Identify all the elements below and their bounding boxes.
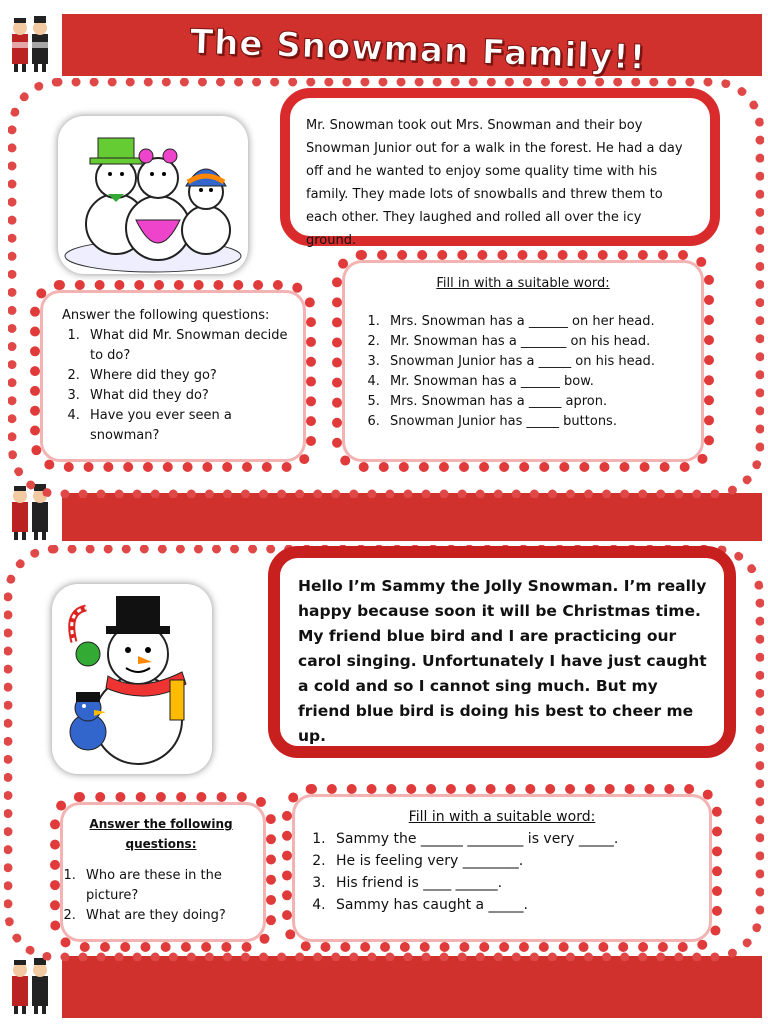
fill-list [308, 828, 696, 916]
sammy-snowman-image [52, 584, 212, 774]
fill-item: 1. Sammy the ______ ________ is very _____. [330, 828, 696, 850]
questions-list [62, 326, 294, 446]
questions-box [50, 792, 276, 952]
fill-item: 1. Mrs. Snowman has a ______ on her head. [384, 312, 684, 332]
question-item: 1. Who are these in the picture? [80, 866, 256, 906]
story-text: Hello I’m Sammy the Jolly Snowman. I’m really happy because soon it will be Christmas time. My friend blue bird and I are practicing our carol singing. Unfortunately I have just caught a cold and so I cannot sing much. But my friend blue bird is doing his best to cheer me up. [298, 577, 707, 745]
carolers-icon [2, 954, 60, 1018]
fill-item: 2. He is feeling very ________. [330, 850, 696, 872]
carolers-icon [2, 12, 60, 76]
story-box [268, 546, 736, 758]
questions-heading: Answer the following questions: [62, 308, 270, 323]
fill-item: 6. Snowman Junior has _____ buttons. [384, 412, 684, 432]
snowman-family-image [58, 116, 248, 274]
fill-box [332, 250, 714, 472]
story-box [280, 88, 720, 246]
fill-heading: Fill in with a suitable word: [408, 809, 596, 825]
question-item: 4. Have you ever seen a snowman? [84, 406, 294, 446]
fill-item: 2. Mr. Snowman has a _______ on his head. [384, 332, 684, 352]
page-title: The Snowman Family!! [189, 22, 647, 78]
fill-item: 4. Sammy has caught a _____. [330, 894, 696, 916]
fill-list [362, 312, 684, 432]
question-item: 2. Where did they go? [84, 366, 294, 386]
questions-box [30, 280, 316, 472]
fill-item: 5. Mrs. Snowman has a _____ apron. [384, 392, 684, 412]
question-item: 3. What did they do? [84, 386, 294, 406]
fill-item: 3. Snowman Junior has a _____ on his head. [384, 352, 684, 372]
fill-box [282, 784, 722, 952]
fill-heading: Fill in with a suitable word: [436, 276, 610, 291]
story-text: Mr. Snowman took out Mrs. Snowman and their boy Snowman Junior out for a walk in the forest. He had a day off and he wanted to enjoy some quality time with his family. They made lots of snowballs and threw them to each other. They laughed and rolled all over the icy ground. [306, 118, 683, 248]
question-item: 1. What did Mr. Snowman decide to do? [84, 326, 294, 366]
footer-banner [62, 956, 762, 1018]
question-item: 2. What are they doing? [80, 906, 256, 926]
questions-heading: Answer the following questions: [89, 817, 233, 851]
divider-banner [62, 493, 762, 541]
questions-list [66, 866, 256, 926]
fill-item: 3. His friend is ____ ______. [330, 872, 696, 894]
fill-item: 4. Mr. Snowman has a ______ bow. [384, 372, 684, 392]
